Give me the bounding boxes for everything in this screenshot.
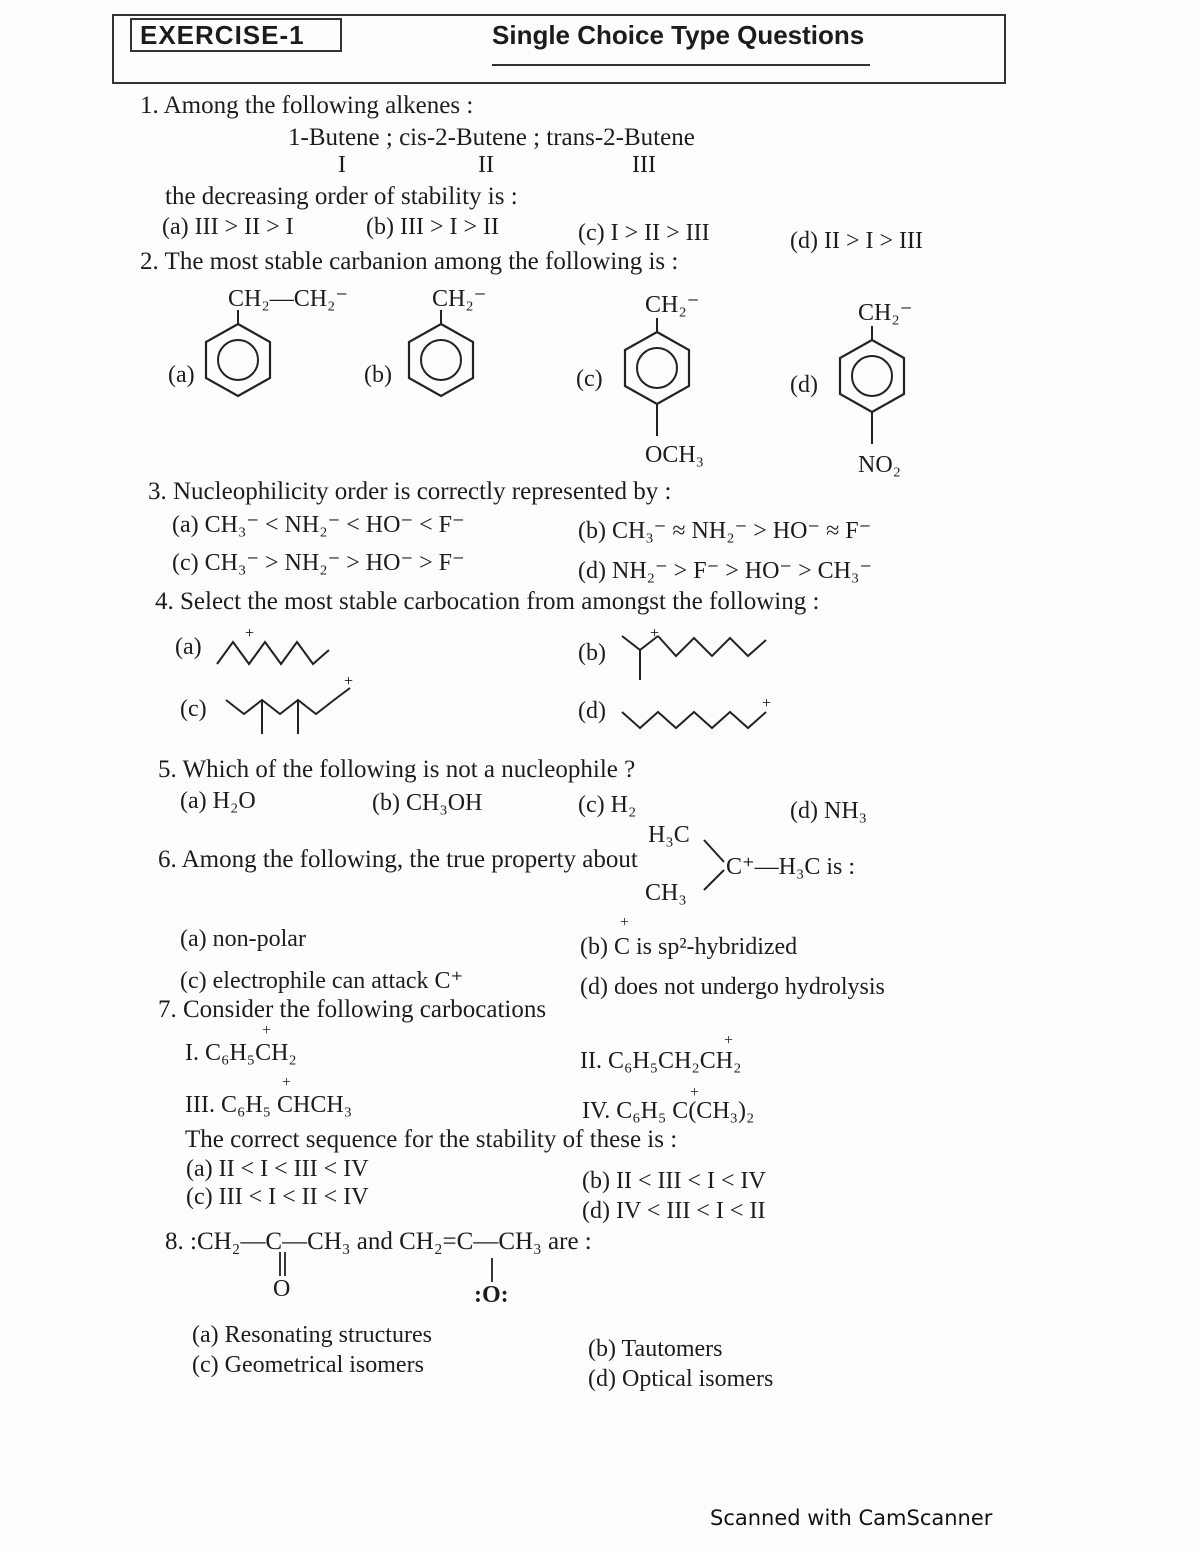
q7-plus-2: + xyxy=(724,1032,734,1049)
q2-ring-d xyxy=(834,326,914,461)
q1-option-b[interactable]: (b) III > I > II xyxy=(366,214,500,240)
q7-option-b[interactable]: (b) II < III < I < IV xyxy=(582,1168,766,1194)
q1-numeral-2: II xyxy=(478,152,494,178)
q1-compounds: 1-Butene ; cis-2-Butene ; trans-2-Butene xyxy=(288,124,695,151)
q7-plus-4: + xyxy=(690,1084,700,1101)
q2-option-c[interactable]: (c) xyxy=(576,366,603,392)
q4-option-d[interactable]: (d) xyxy=(578,698,606,724)
q8-stem: 8. :CH₂—C—CH₃ and CH₂=C—CH₃ are : xyxy=(165,1228,592,1255)
q1-option-a[interactable]: (a) III > II > I xyxy=(162,214,294,240)
q3-option-c[interactable]: (c) CH₃⁻ > NH₂⁻ > HO⁻ > F⁻ xyxy=(172,550,465,576)
header-underline xyxy=(492,64,870,66)
q5-option-b[interactable]: (b) CH₃OH xyxy=(372,790,483,816)
q5-option-a[interactable]: (a) H₂O xyxy=(180,788,256,814)
q6-struct-mid: C⁺—H₃C is : xyxy=(726,854,856,880)
q7-option-a[interactable]: (a) II < I < III < IV xyxy=(186,1156,369,1182)
q7-plus-3: + xyxy=(282,1074,292,1091)
q7-cation-3: III. C₆H₅ CHCH₃ xyxy=(185,1092,353,1118)
q4-plus-a: + xyxy=(245,625,255,642)
q4-plus-d: + xyxy=(762,695,772,712)
q2-sub-b: CH₂⁻ xyxy=(432,286,487,312)
exercise-label: EXERCISE-1 xyxy=(130,18,342,52)
q6-option-d[interactable]: (d) does not undergo hydrolysis xyxy=(580,974,885,1000)
q5-option-c[interactable]: (c) H₂ xyxy=(578,792,637,818)
q4-plus-c: + xyxy=(344,673,354,690)
q1-numeral-1: I xyxy=(338,152,346,178)
q7-cation-1: I. C₆H₅CH₂ xyxy=(185,1040,297,1066)
q6-option-c[interactable]: (c) electrophile can attack C⁺ xyxy=(180,968,464,994)
header-title: Single Choice Type Questions xyxy=(492,20,865,50)
q6-struct-top: H₃C xyxy=(648,822,690,848)
q4-option-c[interactable]: (c) xyxy=(180,696,207,722)
q1-option-d[interactable]: (d) II > I > III xyxy=(790,228,924,254)
q4-chain-a xyxy=(215,625,335,673)
q7-option-d[interactable]: (d) IV < III < I < II xyxy=(582,1198,766,1224)
q3-stem: 3. Nucleophilicity order is correctly represented by : xyxy=(148,478,672,505)
q7-cation-4: IV. C₆H₅ C(CH₃)₂ xyxy=(582,1098,755,1124)
q2-option-b[interactable]: (b) xyxy=(364,362,392,388)
q6-struct-bottom: CH₃ xyxy=(645,880,687,906)
q1-option-c[interactable]: (c) I > II > III xyxy=(578,220,710,246)
q4-option-a[interactable]: (a) xyxy=(175,634,202,660)
q6-plus: + xyxy=(620,914,630,931)
q2-sub-a: CH₂—CH₂⁻ xyxy=(228,286,349,312)
q1-numeral-3: III xyxy=(632,152,656,178)
q8-option-b[interactable]: (b) Tautomers xyxy=(588,1336,723,1362)
q4-chain-b xyxy=(620,625,780,689)
q2-para-d: NO₂ xyxy=(858,452,902,478)
q8-option-c[interactable]: (c) Geometrical isomers xyxy=(192,1352,424,1378)
q3-option-d[interactable]: (d) NH₂⁻ > F⁻ > HO⁻ > CH₃⁻ xyxy=(578,558,873,584)
q2-sub-c: CH₂⁻ xyxy=(645,292,700,318)
q2-ring-b xyxy=(403,310,483,405)
q6-stem: 6. Among the following, the true property about xyxy=(158,846,638,873)
q8-option-d[interactable]: (d) Optical isomers xyxy=(588,1366,774,1392)
q7-plus-1: + xyxy=(262,1022,272,1039)
q2-stem: 2. The most stable carbanion among the following is : xyxy=(140,248,679,275)
q4-chain-d xyxy=(620,695,780,743)
q7-cation-2: II. C₆H₅CH₂CH₂ xyxy=(580,1048,742,1074)
q2-ring-a xyxy=(200,310,280,405)
q3-option-b[interactable]: (b) CH₃⁻ ≈ NH₂⁻ > HO⁻ ≈ F⁻ xyxy=(578,518,872,544)
q7-stem: 7. Consider the following carbocations xyxy=(158,996,547,1023)
scanner-watermark: Scanned with CamScanner xyxy=(710,1506,993,1530)
q1-stem2: the decreasing order of stability is : xyxy=(165,183,518,210)
q3-option-a[interactable]: (a) CH₃⁻ < NH₂⁻ < HO⁻ < F⁻ xyxy=(172,512,465,538)
q5-stem: 5. Which of the following is not a nucleophile ? xyxy=(158,756,636,783)
q4-option-b[interactable]: (b) xyxy=(578,640,606,666)
q8-option-a[interactable]: (a) Resonating structures xyxy=(192,1322,432,1348)
q2-para-c: OCH₃ xyxy=(645,442,705,468)
q2-sub-d: CH₂⁻ xyxy=(858,300,913,326)
q6-option-a[interactable]: (a) non-polar xyxy=(180,926,306,952)
q4-stem: 4. Select the most stable carbocation from amongst the following : xyxy=(155,588,820,615)
q2-ring-c xyxy=(619,318,699,453)
q7-option-c[interactable]: (c) III < I < II < IV xyxy=(186,1184,369,1210)
q7-stem2: The correct sequence for the stability of these is : xyxy=(185,1126,678,1153)
q2-option-d[interactable]: (d) xyxy=(790,372,818,398)
q8-oxygen-2: :O: xyxy=(474,1282,509,1308)
q5-option-d[interactable]: (d) NH₃ xyxy=(790,798,868,824)
q8-oxygen-1: O xyxy=(273,1276,291,1302)
q1-stem: 1. Among the following alkenes : xyxy=(140,92,474,119)
q4-plus-b: + xyxy=(650,625,660,642)
q6-option-b[interactable]: (b) C is sp²-hybridized xyxy=(580,934,798,960)
q4-chain-c xyxy=(224,673,364,743)
q2-option-a[interactable]: (a) xyxy=(168,362,195,388)
